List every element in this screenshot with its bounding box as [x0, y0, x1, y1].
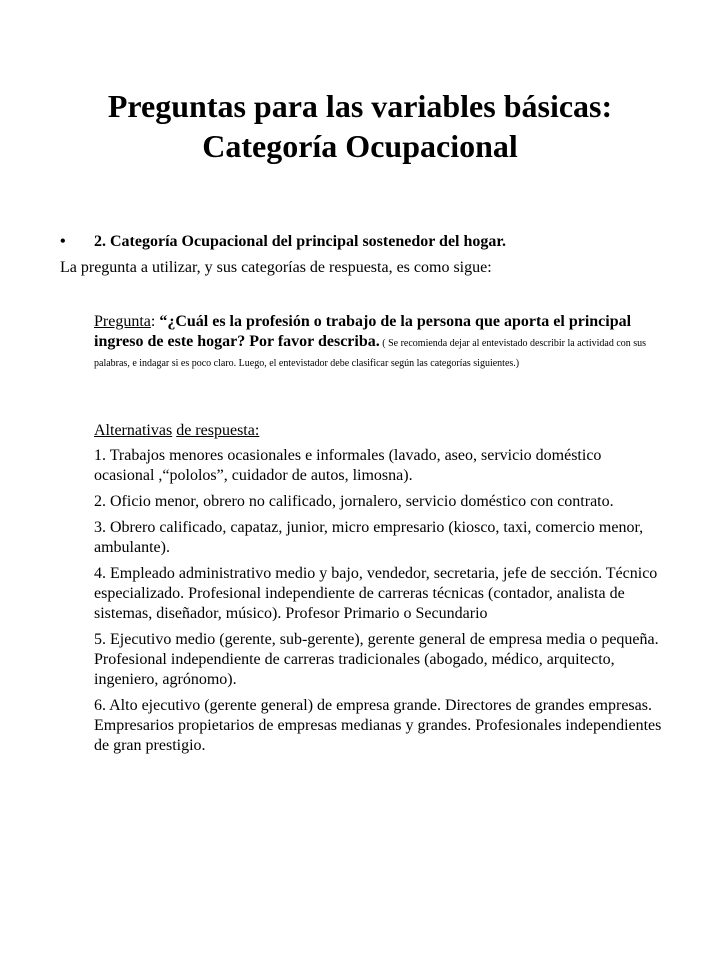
question-colon: :: [150, 313, 160, 330]
question-block: [94, 312, 664, 372]
alternatives-list: [94, 446, 664, 762]
alternative-item: 2. Oficio menor, obrero no calificado, jornalero, servicio doméstico con contrato.: [94, 493, 614, 510]
alternative-item: 1. Trabajos menores ocasionales e informales (lavado, aseo, servicio doméstico ocasional ,“pololos”, cuidador de autos, limosna).: [94, 447, 602, 484]
question-note: ( Se recomienda dejar al entevistado describir la actividad con sus palabras, e indagar si es poco claro. Luego, el entevistador debe clasificar según las categorías siguientes.): [94, 338, 647, 369]
intro-text: La pregunta a utilizar, y sus categorías de respuesta, es como sigue:: [60, 259, 492, 276]
alternatives-heading-part-1: Alternativas: [94, 422, 173, 439]
slide-title: [40, 86, 680, 166]
alternatives-heading: [94, 421, 664, 441]
question-label: Pregunta: [94, 313, 151, 330]
alternative-item: 6. Alto ejecutivo (gerente general) de empresa grande. Directores de grandes empresas. Empresarios propietarios de empresas medianas y grandes. Profesionales independientes de gran prestigio.: [94, 697, 662, 754]
alternative-item: 3. Obrero calificado, capataz, junior, micro empresario (kiosco, taxi, comercio menor, ambulante).: [94, 519, 644, 556]
alternatives-heading-part-2: de respuesta:: [176, 422, 260, 439]
bullet-marker: •: [60, 233, 66, 250]
bullet-item: [60, 232, 700, 252]
bullet-text: 2. Categoría Ocupacional del principal sostenedor del hogar.: [94, 233, 507, 250]
alternative-item: 5. Ejecutivo medio (gerente, sub-gerente), gerente general de empresa media o pequeña. Profesional independiente de carreras tradicionales (abogado, médico, arquitecto, ingeniero, agrónomo).: [94, 631, 659, 688]
title-line-1: Preguntas para las variables básicas:: [107, 88, 613, 124]
question-text: “¿Cuál es la profesión o trabajo de la persona que aporta el principal ingreso de este hogar? Por favor describa.: [94, 313, 632, 350]
alternative-item: 4. Empleado administrativo medio y bajo, vendedor, secretaria, jefe de sección. Técnico especializado. Profesional independiente de carreras técnicas (contador, analista de sistemas, diseñador, músico). Profesor Primario o Secundario: [94, 565, 658, 622]
title-line-2: Categoría Ocupacional: [202, 128, 518, 164]
